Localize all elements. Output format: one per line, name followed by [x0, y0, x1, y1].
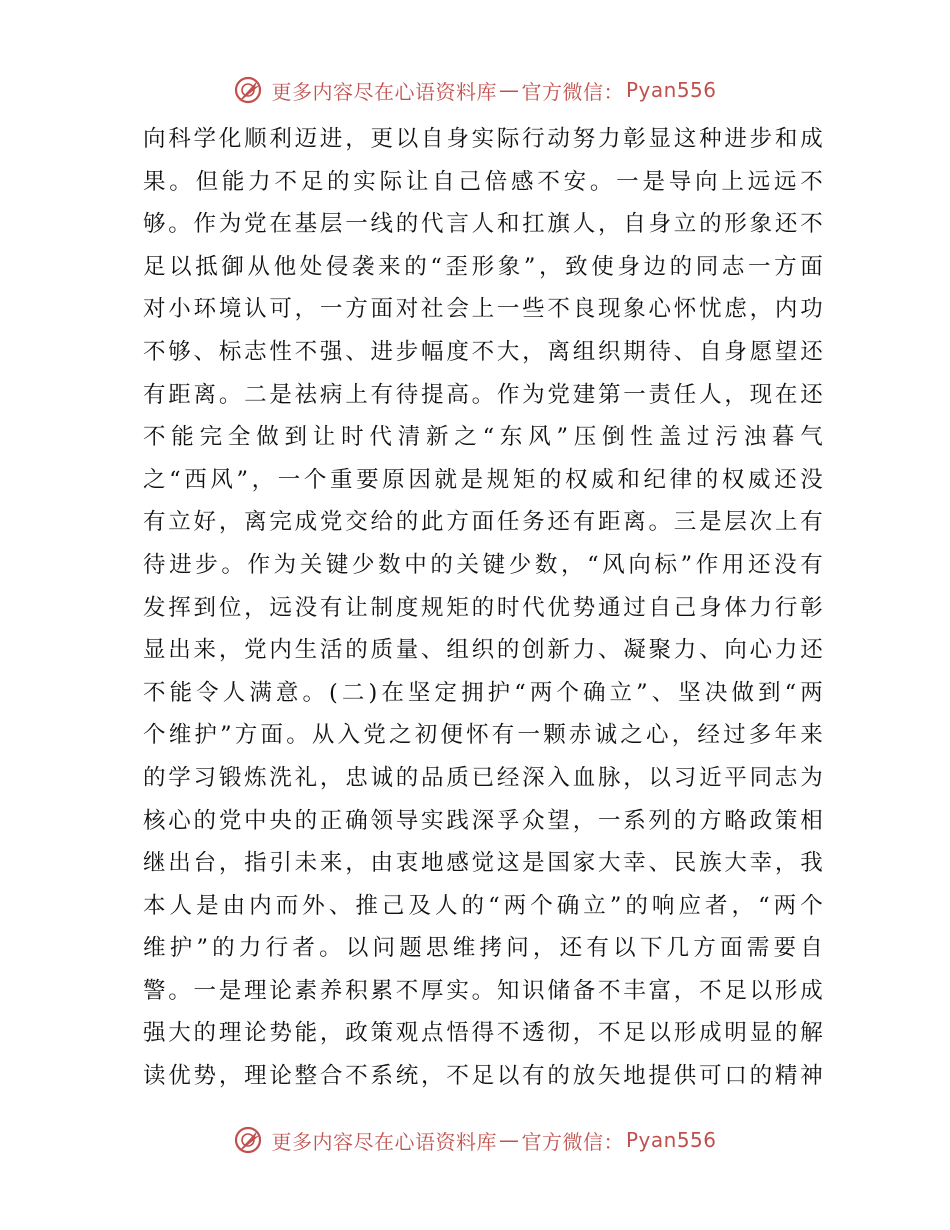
- body-line: 不能令人满意。(二)在坚定拥护“两个确立”、坚决做到“两: [143, 679, 823, 706]
- watermark-contact-label: 官方微信：: [521, 79, 624, 104]
- watermark-brand: 更多内容尽在心语资料库: [271, 79, 497, 104]
- body-line: 个维护”方面。从入党之初便怀有一颗赤诚之心，经过多年来: [143, 722, 823, 749]
- body-line: 不能完全做到让时代清新之“东风”压倒性盖过污浊暮气: [143, 424, 823, 451]
- footer-watermark: [0, 1118, 950, 1162]
- watermark-separator: —: [498, 78, 520, 102]
- body-line: 强大的理论势能，政策观点悟得不透彻，不足以形成明显的解: [143, 1020, 823, 1047]
- body-line: 读优势，理论整合不系统，不足以有的放矢地提供可口的精神: [143, 1063, 823, 1090]
- watermark-separator: —: [498, 1128, 520, 1152]
- body-line: 够。作为党在基层一线的代言人和扛旗人，自身立的形象还不: [143, 211, 823, 238]
- body-line: 有距离。二是祛病上有待提高。作为党建第一责任人，现在还: [143, 381, 823, 408]
- watermark-brand: 更多内容尽在心语资料库: [271, 1129, 497, 1154]
- body-line: 维护”的力行者。以问题思维拷问，还有以下几方面需要自: [143, 935, 823, 962]
- body-line: 不够、标志性不强、进步幅度不大，离组织期待、自身愿望还: [143, 338, 823, 365]
- quill-circle-icon: [233, 1125, 263, 1155]
- body-line: 继出台，指引未来，由衷地感觉这是国家大幸、民族大幸，我: [143, 850, 823, 877]
- document-body: [143, 118, 823, 1098]
- watermark-wechat-id: Pyan556: [625, 78, 717, 102]
- body-line: 的学习锻炼洗礼，忠诚的品质已经深入血脉，以习近平同志为: [143, 764, 823, 791]
- body-line: 向科学化顺利迈进，更以自身实际行动努力彰显这种进步和成: [143, 126, 823, 152]
- body-line: 果。但能力不足的实际让自己倍感不安。一是导向上远远不: [143, 168, 823, 195]
- body-line: 之“西风”，一个重要原因就是规矩的权威和纪律的权威还没: [143, 466, 823, 493]
- quill-circle-icon: [233, 75, 263, 105]
- body-line: 发挥到位，远没有让制度规矩的时代优势通过自己身体力行彰: [143, 594, 823, 621]
- watermark-wechat-id: Pyan556: [625, 1128, 717, 1152]
- body-line: 待进步。作为关键少数中的关键少数，“风向标”作用还没有: [143, 551, 823, 578]
- body-line: 核心的党中央的正确领导实践深孚众望，一系列的方略政策相: [143, 807, 823, 834]
- body-line: 对小环境认可，一方面对社会上一些不良现象心怀忧虑，内功: [143, 296, 823, 323]
- body-line: 显出来，党内生活的质量、组织的创新力、凝聚力、向心力还: [143, 637, 823, 664]
- body-line: 足以抵御从他处侵袭来的“歪形象”，致使身边的同志一方面: [143, 253, 823, 280]
- watermark-contact-label: 官方微信：: [521, 1129, 624, 1154]
- body-line: 警。一是理论素养积累不厚实。知识储备不丰富，不足以形成: [143, 977, 823, 1004]
- body-line: 本人是由内而外、推己及人的“两个确立”的响应者，“两个: [143, 892, 823, 919]
- header-watermark: [0, 68, 950, 112]
- body-line: 有立好，离完成党交给的此方面任务还有距离。三是层次上有: [143, 509, 823, 536]
